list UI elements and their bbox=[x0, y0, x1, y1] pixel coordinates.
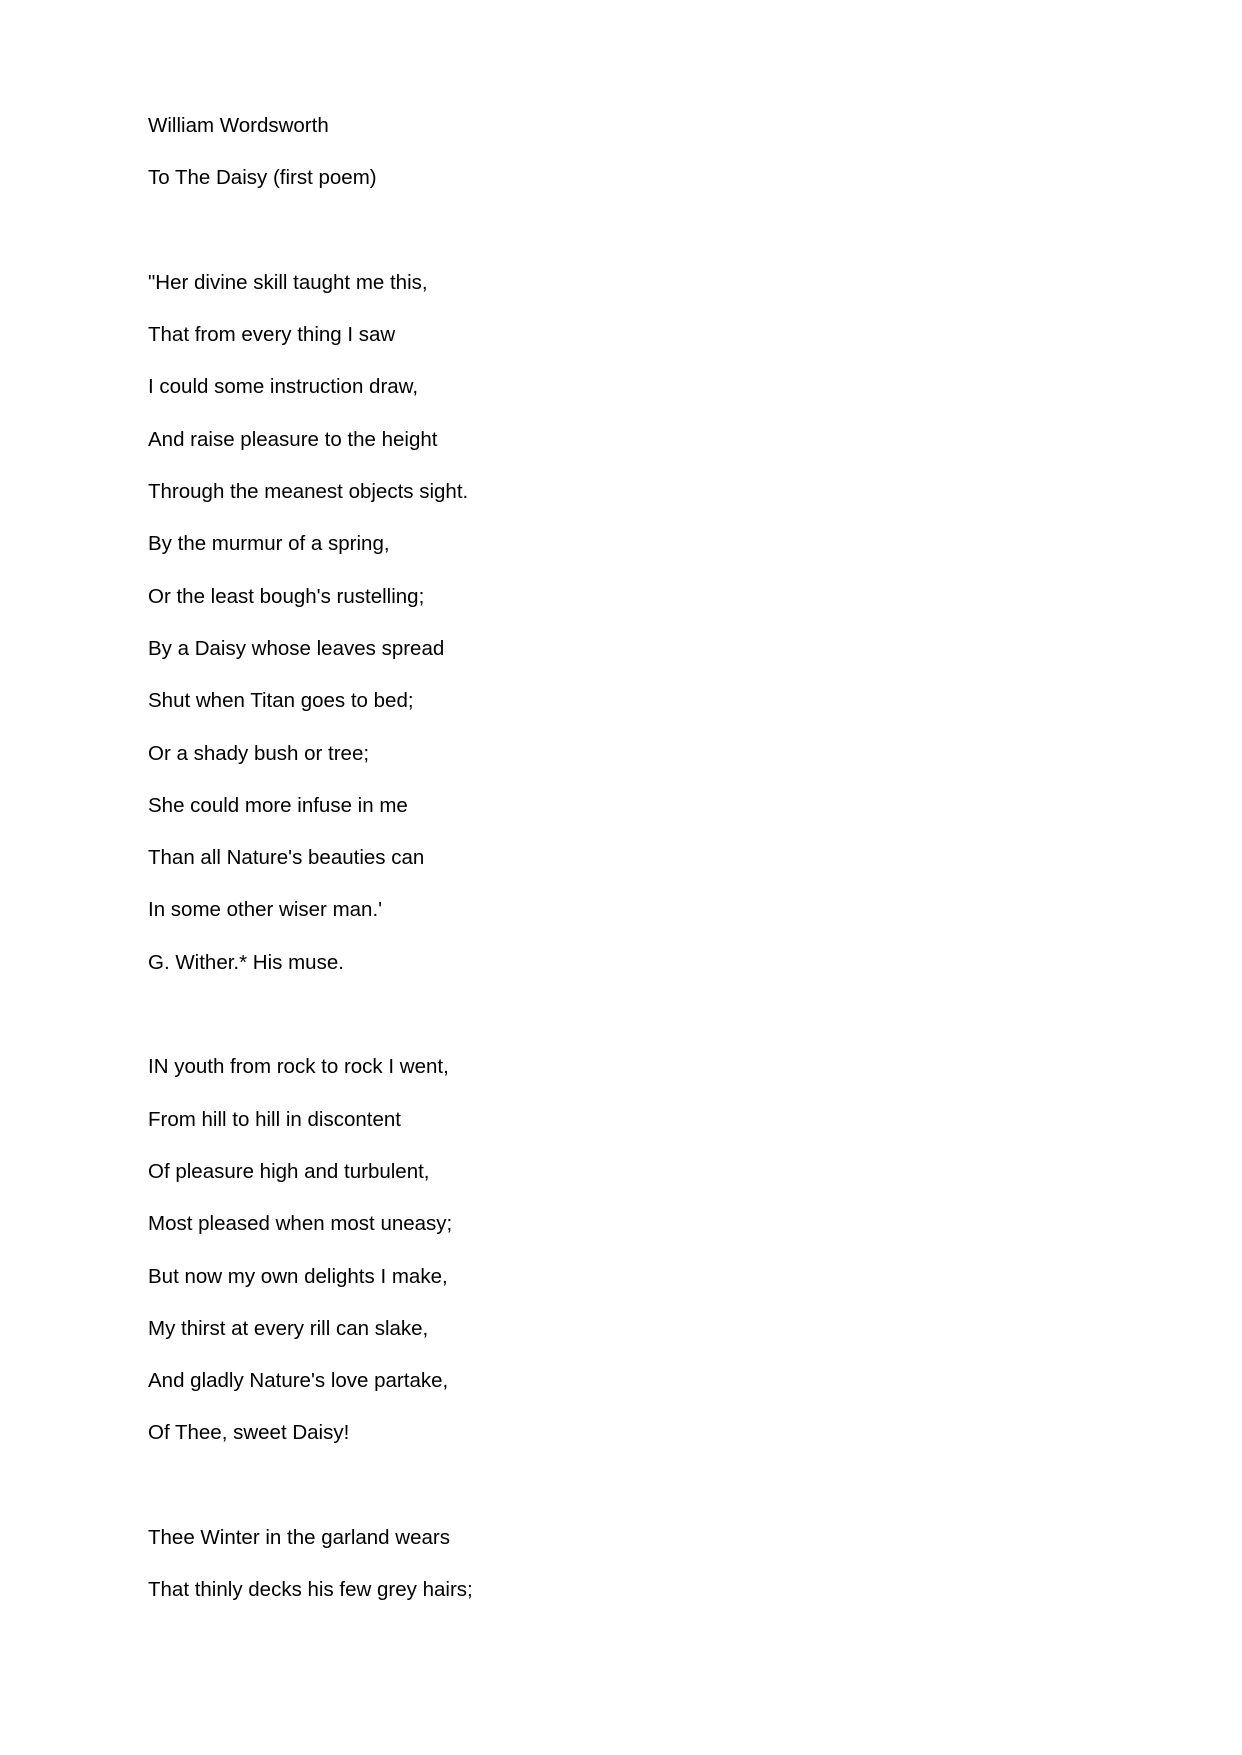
author-line: William Wordsworth bbox=[148, 114, 329, 137]
title-line: To The Daisy (first poem) bbox=[148, 166, 377, 190]
epigraph-line: Or the least bough's rustelling; bbox=[148, 584, 425, 608]
epigraph-attribution: G. Wither.* His muse. bbox=[148, 950, 344, 974]
epigraph-line: By a Daisy whose leaves spread bbox=[148, 636, 445, 660]
blank-line bbox=[148, 213, 1148, 265]
verse-line: Of Thee, sweet Daisy! bbox=[148, 1421, 350, 1445]
epigraph-line: Than all Nature's beauties can bbox=[148, 846, 425, 870]
verse-line: Thee Winter in the garland wears bbox=[148, 1526, 450, 1550]
verse-line: From hill to hill in discontent bbox=[148, 1107, 401, 1131]
blank-line bbox=[148, 997, 1148, 1049]
blank-line bbox=[148, 1468, 1148, 1520]
verse-line: And gladly Nature's love partake, bbox=[148, 1369, 449, 1393]
epigraph-line: And raise pleasure to the height bbox=[148, 427, 438, 451]
verse-line: Most pleased when most uneasy; bbox=[148, 1212, 453, 1236]
epigraph-line: By the murmur of a spring, bbox=[148, 532, 390, 556]
stanza-2 bbox=[148, 1520, 1148, 1625]
epigraph-line: In some other wiser man.' bbox=[148, 898, 383, 922]
epigraph-line: Shut when Titan goes to bed; bbox=[148, 689, 414, 713]
verse-line: But now my own delights I make, bbox=[148, 1264, 448, 1288]
poem-text bbox=[148, 108, 1148, 1625]
epigraph-line: Or a shady bush or tree; bbox=[148, 741, 370, 765]
verse-line: Of pleasure high and turbulent, bbox=[148, 1159, 430, 1183]
epigraph-line: I could some instruction draw, bbox=[148, 375, 419, 399]
verse-line: That thinly decks his few grey hairs; bbox=[148, 1578, 473, 1602]
epigraph-line: She could more infuse in me bbox=[148, 793, 408, 817]
epigraph-line: "Her divine skill taught me this, bbox=[148, 270, 428, 294]
epigraph-line: That from every thing I saw bbox=[148, 323, 396, 347]
epigraph-line: Through the meanest objects sight. bbox=[148, 480, 469, 504]
verse-line: My thirst at every rill can slake, bbox=[148, 1316, 429, 1340]
epigraph bbox=[148, 265, 1148, 997]
stanza-1 bbox=[148, 1049, 1148, 1467]
verse-line: IN youth from rock to rock I went, bbox=[148, 1055, 449, 1079]
